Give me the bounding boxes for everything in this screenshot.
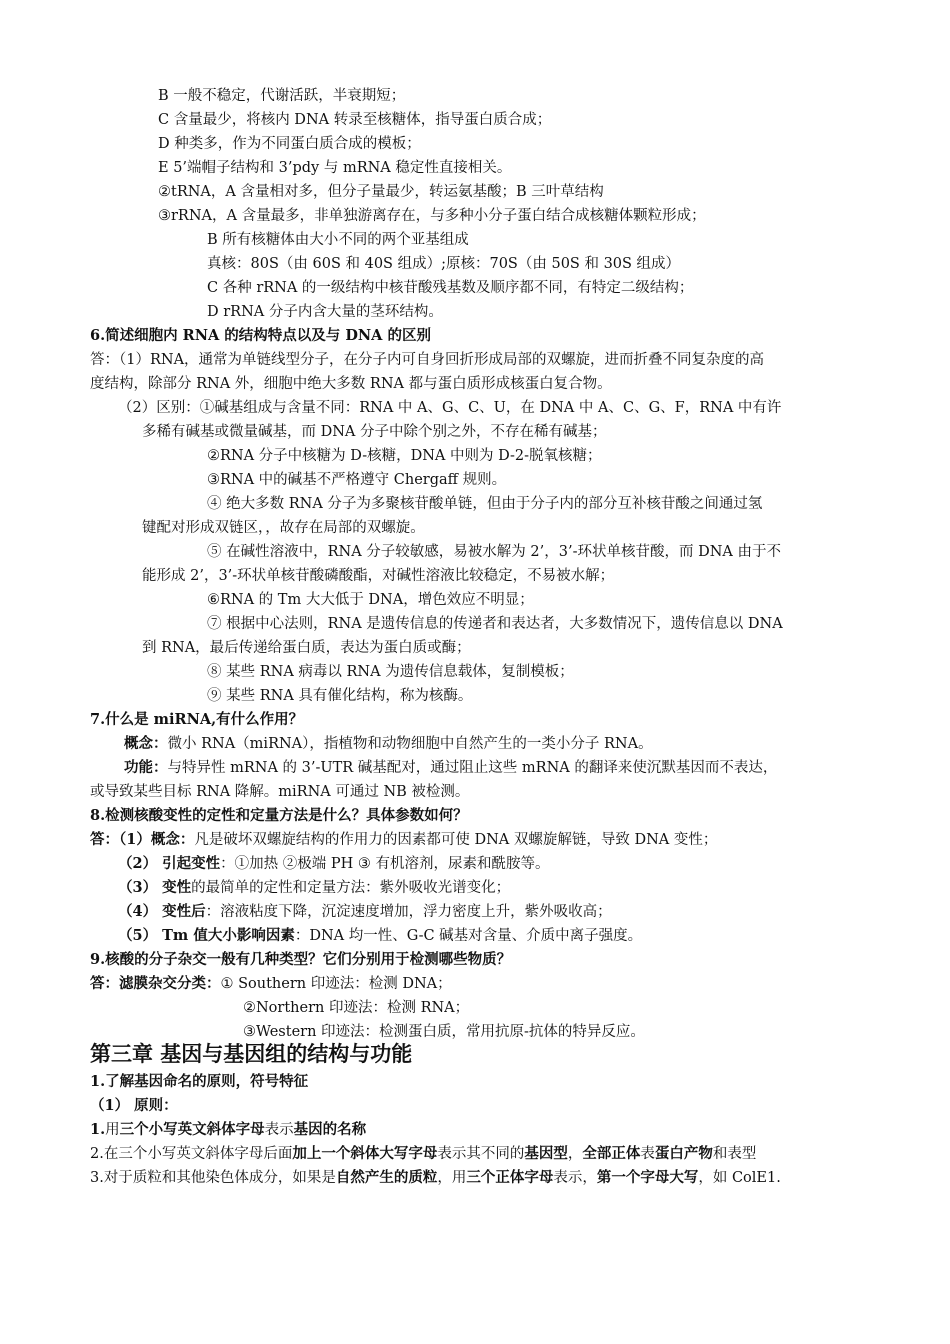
answer-line: ⑤ 在碱性溶液中，RNA 分子较敏感，易被水解为 2’，3’-环状单核苷酸，而 DNA 由于不 xyxy=(207,544,781,560)
answer-line: ②RNA 分子中核糖为 D-核糖，DNA 中则为 D-2-脱氧核糖； xyxy=(207,448,602,464)
label: 答：（1）概念： xyxy=(90,831,195,848)
answer-line: ⑧ 某些 RNA 病毒以 RNA 为遗传信息载体，复制模板； xyxy=(207,664,574,680)
label-function: 功能： xyxy=(124,759,168,776)
subsection-heading: （1） 原则： xyxy=(90,1097,178,1114)
text-line: ③rRNA，A 含量最多，非单独游离存在，与多种小分子蛋白结合成核糖体颗粒形成； xyxy=(158,208,706,224)
answer-text: ：溶液粘度下降，沉淀速度增加，浮力密度上升，紫外吸收高； xyxy=(205,904,612,920)
label: （5） Tm 值大小影响因素 xyxy=(118,927,295,944)
label: （2） 引起变性 xyxy=(118,855,221,872)
rule-line xyxy=(90,1144,756,1164)
answer-line xyxy=(118,926,642,946)
answer-line: ⑨ 某些 RNA 具有催化结构，称为核酶。 xyxy=(207,688,473,704)
question-heading: 8.检测核酸变性的定性和定量方法是什么？具体参数如何？ xyxy=(90,807,468,824)
rule-emphasis: 加上一个斜体大写字母 xyxy=(292,1145,438,1162)
answer-line: 到 RNA，最后传递给蛋白质，表达为蛋白质或酶； xyxy=(142,640,471,656)
rule-text: 2.在三个小写英文斜体字母后面 xyxy=(90,1146,293,1162)
rule-emphasis: 三个正体字母 xyxy=(466,1169,554,1186)
rule-text: 和表型 xyxy=(712,1146,757,1162)
answer-text: ① Southern 印迹法：检测 DNA； xyxy=(220,976,452,992)
rule-emphasis: 全部正体 xyxy=(582,1145,641,1162)
rule-text: 3.对于质粒和其他染色体成分，如果是 xyxy=(90,1170,336,1186)
rule-emphasis: 三个小写英文斜体字母 xyxy=(119,1121,265,1138)
answer-text: ：①加热 ②极端 PH ③ 有机溶剂，尿素和酰胺等。 xyxy=(220,856,550,872)
answer-line xyxy=(118,902,612,922)
text-line: 真核：80S（由 60S 和 40S 组成）;原核：70S（由 50S 和 30S 组成） xyxy=(207,256,681,272)
text-line: C 各种 rRNA 的一级结构中核苷酸残基数及顺序都不同，有特定二级结构； xyxy=(207,280,694,296)
answer-text: 与特异性 mRNA 的 3’-UTR 碱基配对，通过阻止这些 mRNA 的翻译来使沉默基因而不表达， xyxy=(167,760,778,776)
rule-emphasis: 自然产生的质粒 xyxy=(335,1169,438,1186)
answer-line: 多稀有碱基或微量碱基，而 DNA 分子中除个别之外，不存在稀有碱基； xyxy=(142,424,607,440)
rule-text: ，如 ColE1. xyxy=(698,1170,781,1186)
rule-text: 表示， xyxy=(553,1170,597,1186)
label: （3） 变性 xyxy=(118,879,192,896)
answer-text: 的最简单的定性和定量方法：紫外吸收光谱变化； xyxy=(191,880,511,896)
answer-line xyxy=(90,974,452,994)
answer-text: 微小 RNA（miRNA），指植物和动物细胞中自然产生的一类小分子 RNA。 xyxy=(167,736,653,752)
text-line: B 一般不稳定，代谢活跃，半衰期短； xyxy=(158,88,406,104)
answer-line xyxy=(124,758,777,778)
question-heading: 9.核酸的分子杂交一般有几种类型？它们分别用于检测哪些物质？ xyxy=(90,951,512,968)
answer-line: ⑥RNA 的 Tm 大大低于 DNA，增色效应不明显； xyxy=(207,592,534,608)
question-heading: 7.什么是 miRNA,有什么作用？ xyxy=(90,711,304,728)
rule-text: 用 xyxy=(105,1122,120,1138)
rule-line xyxy=(90,1168,781,1188)
rule-text: 表 xyxy=(640,1146,655,1162)
answer-line xyxy=(118,878,510,898)
answer-line: 或导致某些目标 RNA 降解。miRNA 可通过 NB 被检测。 xyxy=(90,784,470,800)
label: （4） 变性后 xyxy=(118,903,206,920)
answer-line: 键配对形成双链区，，故存在局部的双螺旋。 xyxy=(142,520,425,536)
rule-emphasis: 蛋白产物 xyxy=(654,1145,713,1162)
answer-line: 度结构，除部分 RNA 外，细胞中绝大多数 RNA 都与蛋白质形成核蛋白复合物。 xyxy=(90,376,612,392)
answer-line: 答：（1）RNA，通常为单链线型分子，在分子内可自身回折形成局部的双螺旋，进而折叠不同复杂度的高 xyxy=(90,352,765,368)
text-line: B 所有核糖体由大小不同的两个亚基组成 xyxy=(207,232,469,248)
answer-line: ④ 绝大多数 RNA 分子为多聚核苷酸单链，但由于分子内的部分互补核苷酸之间通过氢 xyxy=(207,496,763,512)
answer-line: （2）区别：①碱基组成与含量不同：RNA 中 A、G、C、U，在 DNA 中 A、C、G、F，RNA 中有许 xyxy=(118,400,782,416)
text-line: C 含量最少，将核内 DNA 转录至核糖体，指导蛋白质合成； xyxy=(158,112,552,128)
answer-line: 能形成 2’，3’-环状单核苷酸磷酸酯，对碱性溶液比较稳定，不易被水解； xyxy=(142,568,615,584)
rule-text: 表示其不同的 xyxy=(437,1146,525,1162)
answer-text: ：DNA 均一性、G-C 碱基对含量、介质中离子强度。 xyxy=(294,928,643,944)
answer-line: ③RNA 中的碱基不严格遵守 Chergaff 规则。 xyxy=(207,472,507,488)
text-line: D 种类多，作为不同蛋白质合成的模板； xyxy=(158,136,421,152)
rule-emphasis: 基因型 xyxy=(524,1145,568,1162)
rule-emphasis: 基因的名称 xyxy=(293,1121,367,1138)
section-heading: 1.了解基因命名的原则，符号特征 xyxy=(90,1073,309,1090)
answer-line: ②Northern 印迹法：检测 RNA； xyxy=(243,1000,470,1016)
answer-line: ⑦ 根据中心法则，RNA 是遗传信息的传递者和表达者，大多数情况下，遗传信息以 DNA xyxy=(207,616,783,632)
answer-line xyxy=(118,854,549,874)
rule-number: 1. xyxy=(90,1121,106,1138)
answer-line xyxy=(90,830,717,850)
answer-line xyxy=(124,734,653,754)
text-line: ②tRNA，A 含量相对多，但分子量最少，转运氨基酸；B 三叶草结构 xyxy=(158,184,604,200)
label-concept: 概念： xyxy=(124,735,168,752)
answer-text: 凡是破坏双螺旋结构的作用力的因素都可使 DNA 双螺旋解链，导致 DNA 变性； xyxy=(194,832,718,848)
answer-line: ③Western 印迹法：检测蛋白质，常用抗原-抗体的特异反应。 xyxy=(243,1024,645,1040)
rule-emphasis: 第一个字母大写 xyxy=(596,1169,699,1186)
text-line: E 5’端帽子结构和 3’pdy 与 mRNA 稳定性直接相关。 xyxy=(158,160,512,176)
rule-text: ，用 xyxy=(437,1170,467,1186)
rule-line xyxy=(90,1120,366,1140)
rule-text: ， xyxy=(567,1146,583,1162)
chapter-title: 第三章 基因与基因组的结构与功能 xyxy=(90,1041,413,1066)
text-line: D rRNA 分子内含大量的茎环结构。 xyxy=(207,304,443,320)
question-heading: 6.简述细胞内 RNA 的结构特点以及与 DNA 的区别 xyxy=(90,327,431,344)
rule-text: 表示 xyxy=(264,1122,294,1138)
label: 答：滤膜杂交分类： xyxy=(90,975,221,992)
